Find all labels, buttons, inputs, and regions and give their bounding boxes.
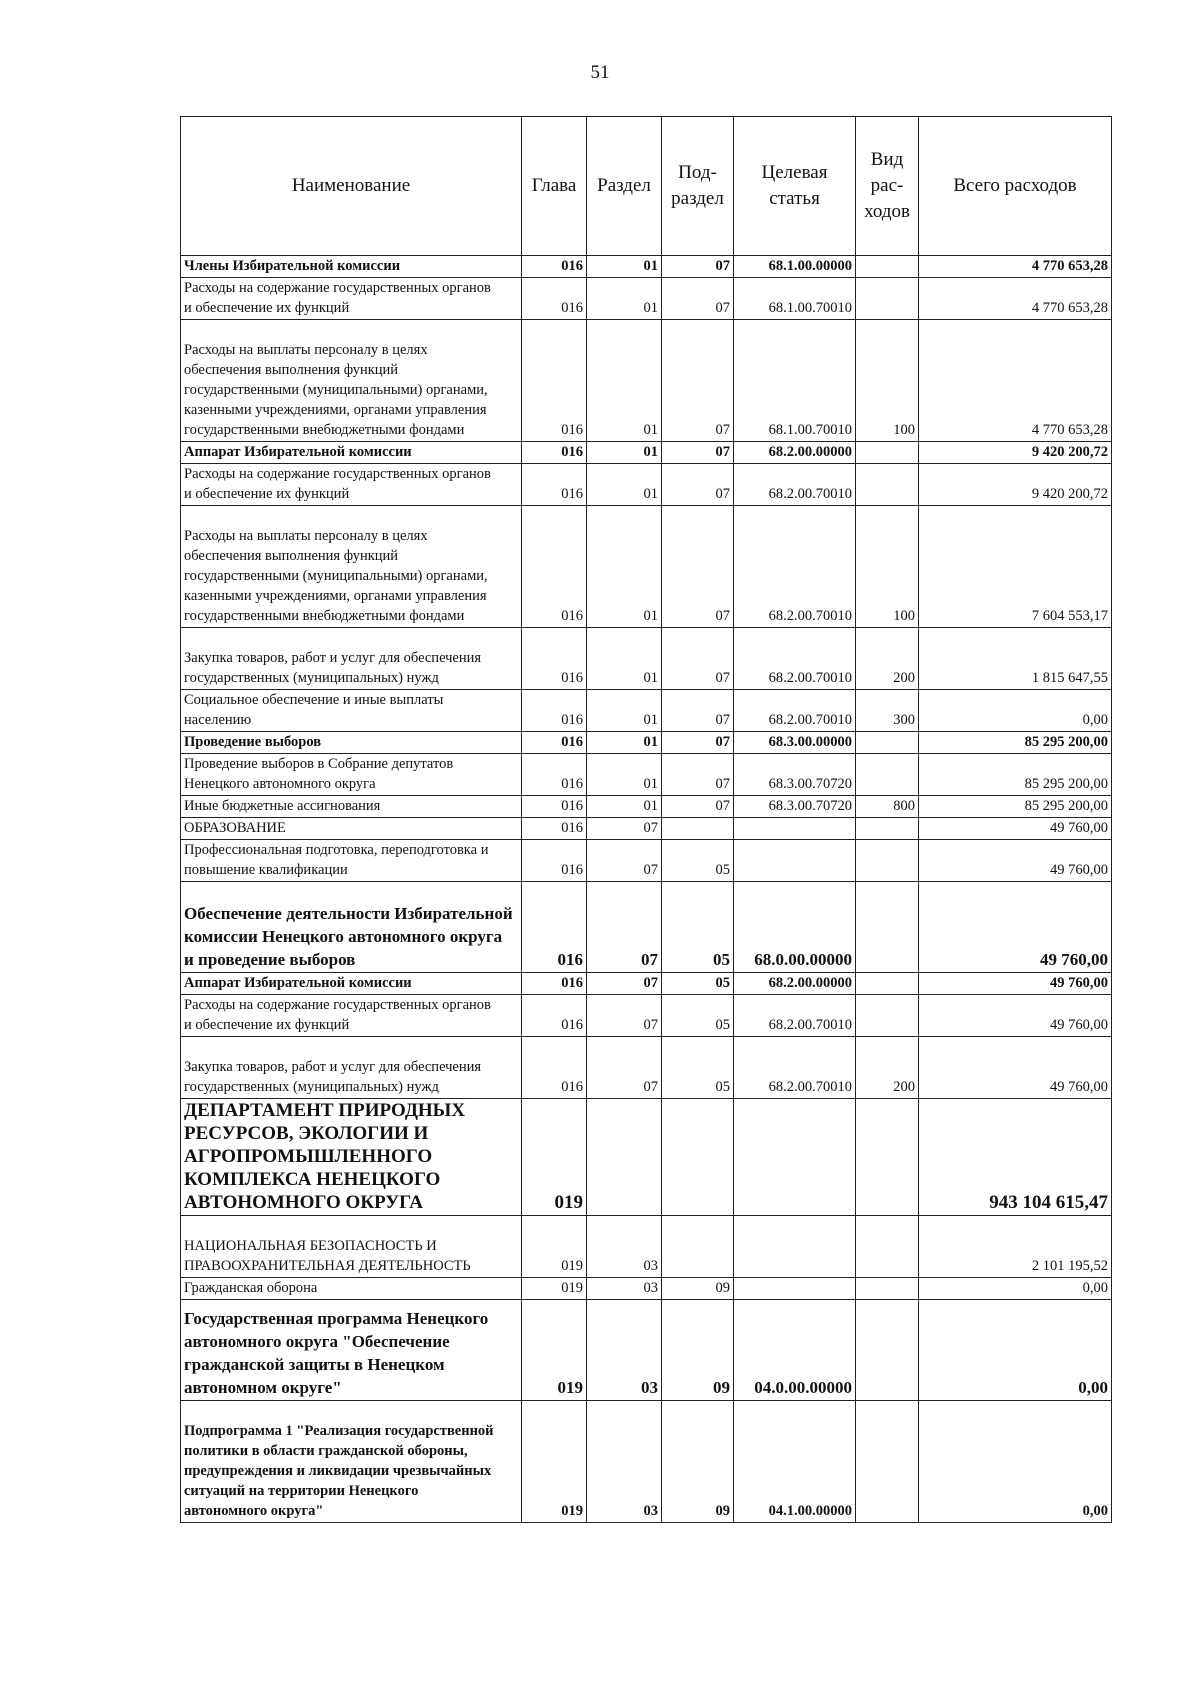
cell-name: Проведение выборов <box>181 732 522 754</box>
header-name: Наименование <box>181 117 522 256</box>
cell-vid: 100 <box>856 506 919 628</box>
cell-razdel <box>587 1099 662 1216</box>
cell-vid <box>856 732 919 754</box>
cell-vid: 200 <box>856 628 919 690</box>
cell-name: Расходы на содержание государственных органов и обеспечение их функций <box>181 278 522 320</box>
cell-name: Расходы на содержание государственных органов и обеспечение их функций <box>181 464 522 506</box>
table-row <box>181 1216 1112 1278</box>
cell-target: 68.3.00.70720 <box>734 754 856 796</box>
cell-vid: 800 <box>856 796 919 818</box>
cell-name: Проведение выборов в Собрание депутатов Ненецкого автономного округа <box>181 754 522 796</box>
cell-vid: 300 <box>856 690 919 732</box>
cell-target: 04.1.00.00000 <box>734 1401 856 1523</box>
cell-target: 68.2.00.00000 <box>734 442 856 464</box>
cell-target: 68.2.00.70010 <box>734 690 856 732</box>
cell-podrazdel: 07 <box>662 506 734 628</box>
cell-target: 68.2.00.70010 <box>734 464 856 506</box>
cell-total: 1 815 647,55 <box>919 628 1112 690</box>
cell-podrazdel: 05 <box>662 995 734 1037</box>
cell-name: Социальное обеспечение и иные выплаты населению <box>181 690 522 732</box>
cell-vid <box>856 840 919 882</box>
header-total: Всего расходов <box>919 117 1112 256</box>
cell-glava: 016 <box>522 320 587 442</box>
cell-total: 0,00 <box>919 1401 1112 1523</box>
cell-razdel: 03 <box>587 1278 662 1300</box>
table-row <box>181 690 1112 732</box>
cell-glava: 019 <box>522 1300 587 1401</box>
cell-vid <box>856 1300 919 1401</box>
cell-razdel: 07 <box>587 840 662 882</box>
cell-name: ОБРАЗОВАНИЕ <box>181 818 522 840</box>
cell-vid <box>856 442 919 464</box>
cell-target: 04.0.00.00000 <box>734 1300 856 1401</box>
cell-total: 49 760,00 <box>919 818 1112 840</box>
cell-podrazdel: 07 <box>662 320 734 442</box>
cell-name: НАЦИОНАЛЬНАЯ БЕЗОПАСНОСТЬ И ПРАВООХРАНИТЕЛЬНАЯ ДЕЯТЕЛЬНОСТЬ <box>181 1216 522 1278</box>
cell-name: Закупка товаров, работ и услуг для обеспечения государственных (муниципальных) нужд <box>181 628 522 690</box>
table-row <box>181 506 1112 628</box>
cell-name: Аппарат Избирательной комиссии <box>181 973 522 995</box>
header-podrazdel: Под- раздел <box>662 117 734 256</box>
cell-glava: 016 <box>522 840 587 882</box>
cell-target <box>734 840 856 882</box>
cell-razdel: 01 <box>587 628 662 690</box>
cell-total: 49 760,00 <box>919 882 1112 973</box>
header-row <box>181 117 1112 256</box>
cell-glava: 016 <box>522 506 587 628</box>
cell-glava: 016 <box>522 732 587 754</box>
table-row <box>181 628 1112 690</box>
cell-total: 7 604 553,17 <box>919 506 1112 628</box>
table-row <box>181 754 1112 796</box>
cell-total: 49 760,00 <box>919 840 1112 882</box>
cell-podrazdel <box>662 1216 734 1278</box>
cell-name: Гражданская оборона <box>181 1278 522 1300</box>
cell-target: 68.3.00.70720 <box>734 796 856 818</box>
cell-razdel: 01 <box>587 732 662 754</box>
table-row <box>181 818 1112 840</box>
cell-name: Подпрограмма 1 "Реализация государственной политики в области гражданской обороны, предупреждения и ликвидации чрезвычайных ситуаций на территории Ненецкого автономного округа" <box>181 1401 522 1523</box>
cell-name: Иные бюджетные ассигнования <box>181 796 522 818</box>
table-row <box>181 882 1112 973</box>
cell-vid <box>856 256 919 278</box>
cell-razdel: 01 <box>587 690 662 732</box>
cell-total: 85 295 200,00 <box>919 754 1112 796</box>
cell-target: 68.2.00.70010 <box>734 506 856 628</box>
cell-podrazdel: 05 <box>662 882 734 973</box>
cell-name: ДЕПАРТАМЕНТ ПРИРОДНЫХ РЕСУРСОВ, ЭКОЛОГИИ И АГРОПРОМЫШЛЕННОГО КОМПЛЕКСА НЕНЕЦКОГО АВТОНОМНОГО ОКРУГА <box>181 1099 522 1216</box>
cell-vid <box>856 278 919 320</box>
cell-razdel: 07 <box>587 1037 662 1099</box>
cell-total: 2 101 195,52 <box>919 1216 1112 1278</box>
cell-target: 68.1.00.70010 <box>734 320 856 442</box>
cell-podrazdel: 07 <box>662 796 734 818</box>
cell-glava: 016 <box>522 690 587 732</box>
table-row <box>181 973 1112 995</box>
cell-razdel: 03 <box>587 1300 662 1401</box>
cell-target <box>734 818 856 840</box>
header-razdel: Раздел <box>587 117 662 256</box>
cell-total: 49 760,00 <box>919 973 1112 995</box>
cell-razdel: 07 <box>587 882 662 973</box>
cell-podrazdel: 05 <box>662 840 734 882</box>
cell-target: 68.0.00.00000 <box>734 882 856 973</box>
table-row <box>181 256 1112 278</box>
table-row <box>181 840 1112 882</box>
cell-razdel: 01 <box>587 754 662 796</box>
cell-target: 68.1.00.70010 <box>734 278 856 320</box>
cell-podrazdel: 09 <box>662 1278 734 1300</box>
cell-target: 68.2.00.70010 <box>734 1037 856 1099</box>
cell-razdel: 01 <box>587 320 662 442</box>
cell-podrazdel: 07 <box>662 278 734 320</box>
table-row <box>181 442 1112 464</box>
cell-total: 4 770 653,28 <box>919 278 1112 320</box>
header-vid: Вид рас- ходов <box>856 117 919 256</box>
cell-glava: 016 <box>522 818 587 840</box>
cell-glava: 019 <box>522 1401 587 1523</box>
cell-razdel: 07 <box>587 973 662 995</box>
table-row <box>181 1300 1112 1401</box>
cell-name: Аппарат Избирательной комиссии <box>181 442 522 464</box>
cell-vid <box>856 818 919 840</box>
cell-vid <box>856 464 919 506</box>
cell-total: 4 770 653,28 <box>919 256 1112 278</box>
cell-target <box>734 1216 856 1278</box>
cell-target: 68.1.00.00000 <box>734 256 856 278</box>
cell-vid <box>856 973 919 995</box>
cell-razdel: 01 <box>587 442 662 464</box>
table-row <box>181 796 1112 818</box>
table-row <box>181 464 1112 506</box>
cell-podrazdel: 05 <box>662 973 734 995</box>
cell-razdel: 03 <box>587 1401 662 1523</box>
cell-podrazdel <box>662 818 734 840</box>
cell-target: 68.2.00.70010 <box>734 628 856 690</box>
budget-table <box>180 116 1112 1523</box>
cell-vid: 100 <box>856 320 919 442</box>
cell-name: Обеспечение деятельности Избирательной комиссии Ненецкого автономного округа и проведение выборов <box>181 882 522 973</box>
cell-glava: 016 <box>522 628 587 690</box>
table-row <box>181 278 1112 320</box>
cell-vid <box>856 754 919 796</box>
cell-glava: 019 <box>522 1099 587 1216</box>
cell-total: 4 770 653,28 <box>919 320 1112 442</box>
cell-total: 49 760,00 <box>919 995 1112 1037</box>
cell-razdel: 01 <box>587 256 662 278</box>
cell-razdel: 03 <box>587 1216 662 1278</box>
cell-podrazdel: 07 <box>662 754 734 796</box>
cell-podrazdel: 07 <box>662 690 734 732</box>
cell-glava: 016 <box>522 796 587 818</box>
table-row <box>181 1278 1112 1300</box>
cell-podrazdel: 09 <box>662 1300 734 1401</box>
cell-vid <box>856 1099 919 1216</box>
cell-glava: 016 <box>522 1037 587 1099</box>
cell-podrazdel: 07 <box>662 628 734 690</box>
cell-target <box>734 1278 856 1300</box>
cell-vid <box>856 1401 919 1523</box>
cell-vid <box>856 1216 919 1278</box>
cell-glava: 016 <box>522 995 587 1037</box>
cell-razdel: 07 <box>587 995 662 1037</box>
cell-glava: 019 <box>522 1216 587 1278</box>
cell-razdel: 01 <box>587 278 662 320</box>
cell-glava: 016 <box>522 464 587 506</box>
cell-glava: 016 <box>522 256 587 278</box>
cell-glava: 016 <box>522 278 587 320</box>
cell-target: 68.3.00.00000 <box>734 732 856 754</box>
cell-razdel: 01 <box>587 796 662 818</box>
cell-podrazdel: 07 <box>662 464 734 506</box>
page-number: 51 <box>590 62 610 83</box>
cell-glava: 016 <box>522 882 587 973</box>
cell-podrazdel: 07 <box>662 442 734 464</box>
cell-glava: 019 <box>522 1278 587 1300</box>
cell-total: 0,00 <box>919 1278 1112 1300</box>
cell-target: 68.2.00.70010 <box>734 995 856 1037</box>
header-target: Целевая статья <box>734 117 856 256</box>
cell-total: 85 295 200,00 <box>919 732 1112 754</box>
cell-name: Закупка товаров, работ и услуг для обеспечения государственных (муниципальных) нужд <box>181 1037 522 1099</box>
cell-name: Государственная программа Ненецкого автономного округа "Обеспечение гражданской защиты в Ненецком автономном округе" <box>181 1300 522 1401</box>
table-row <box>181 1037 1112 1099</box>
cell-razdel: 01 <box>587 506 662 628</box>
cell-razdel: 01 <box>587 464 662 506</box>
cell-podrazdel: 07 <box>662 256 734 278</box>
cell-total: 85 295 200,00 <box>919 796 1112 818</box>
header-glava: Глава <box>522 117 587 256</box>
cell-glava: 016 <box>522 754 587 796</box>
cell-vid <box>856 1278 919 1300</box>
cell-target: 68.2.00.00000 <box>734 973 856 995</box>
cell-name: Расходы на выплаты персоналу в целях обеспечения выполнения функций государственными (муниципальными) органами, казенными учреждениями, органами управления государственными внебюджетными фондами <box>181 506 522 628</box>
cell-vid <box>856 882 919 973</box>
table-row <box>181 320 1112 442</box>
cell-total: 943 104 615,47 <box>919 1099 1112 1216</box>
cell-name: Расходы на выплаты персоналу в целях обеспечения выполнения функций государственными (муниципальными) органами, казенными учреждениями, органами управления государственными внебюджетными фондами <box>181 320 522 442</box>
table-row <box>181 1401 1112 1523</box>
cell-vid: 200 <box>856 1037 919 1099</box>
cell-podrazdel <box>662 1099 734 1216</box>
cell-vid <box>856 995 919 1037</box>
cell-glava: 016 <box>522 442 587 464</box>
cell-total: 9 420 200,72 <box>919 442 1112 464</box>
cell-total: 0,00 <box>919 1300 1112 1401</box>
table-row <box>181 1099 1112 1216</box>
cell-podrazdel: 09 <box>662 1401 734 1523</box>
cell-name: Профессиональная подготовка, переподготовка и повышение квалификации <box>181 840 522 882</box>
table-row <box>181 995 1112 1037</box>
cell-total: 0,00 <box>919 690 1112 732</box>
cell-name: Расходы на содержание государственных органов и обеспечение их функций <box>181 995 522 1037</box>
cell-target <box>734 1099 856 1216</box>
cell-podrazdel: 05 <box>662 1037 734 1099</box>
cell-podrazdel: 07 <box>662 732 734 754</box>
cell-razdel: 07 <box>587 818 662 840</box>
cell-glava: 016 <box>522 973 587 995</box>
cell-total: 49 760,00 <box>919 1037 1112 1099</box>
cell-total: 9 420 200,72 <box>919 464 1112 506</box>
table-row <box>181 732 1112 754</box>
cell-name: Члены Избирательной комиссии <box>181 256 522 278</box>
